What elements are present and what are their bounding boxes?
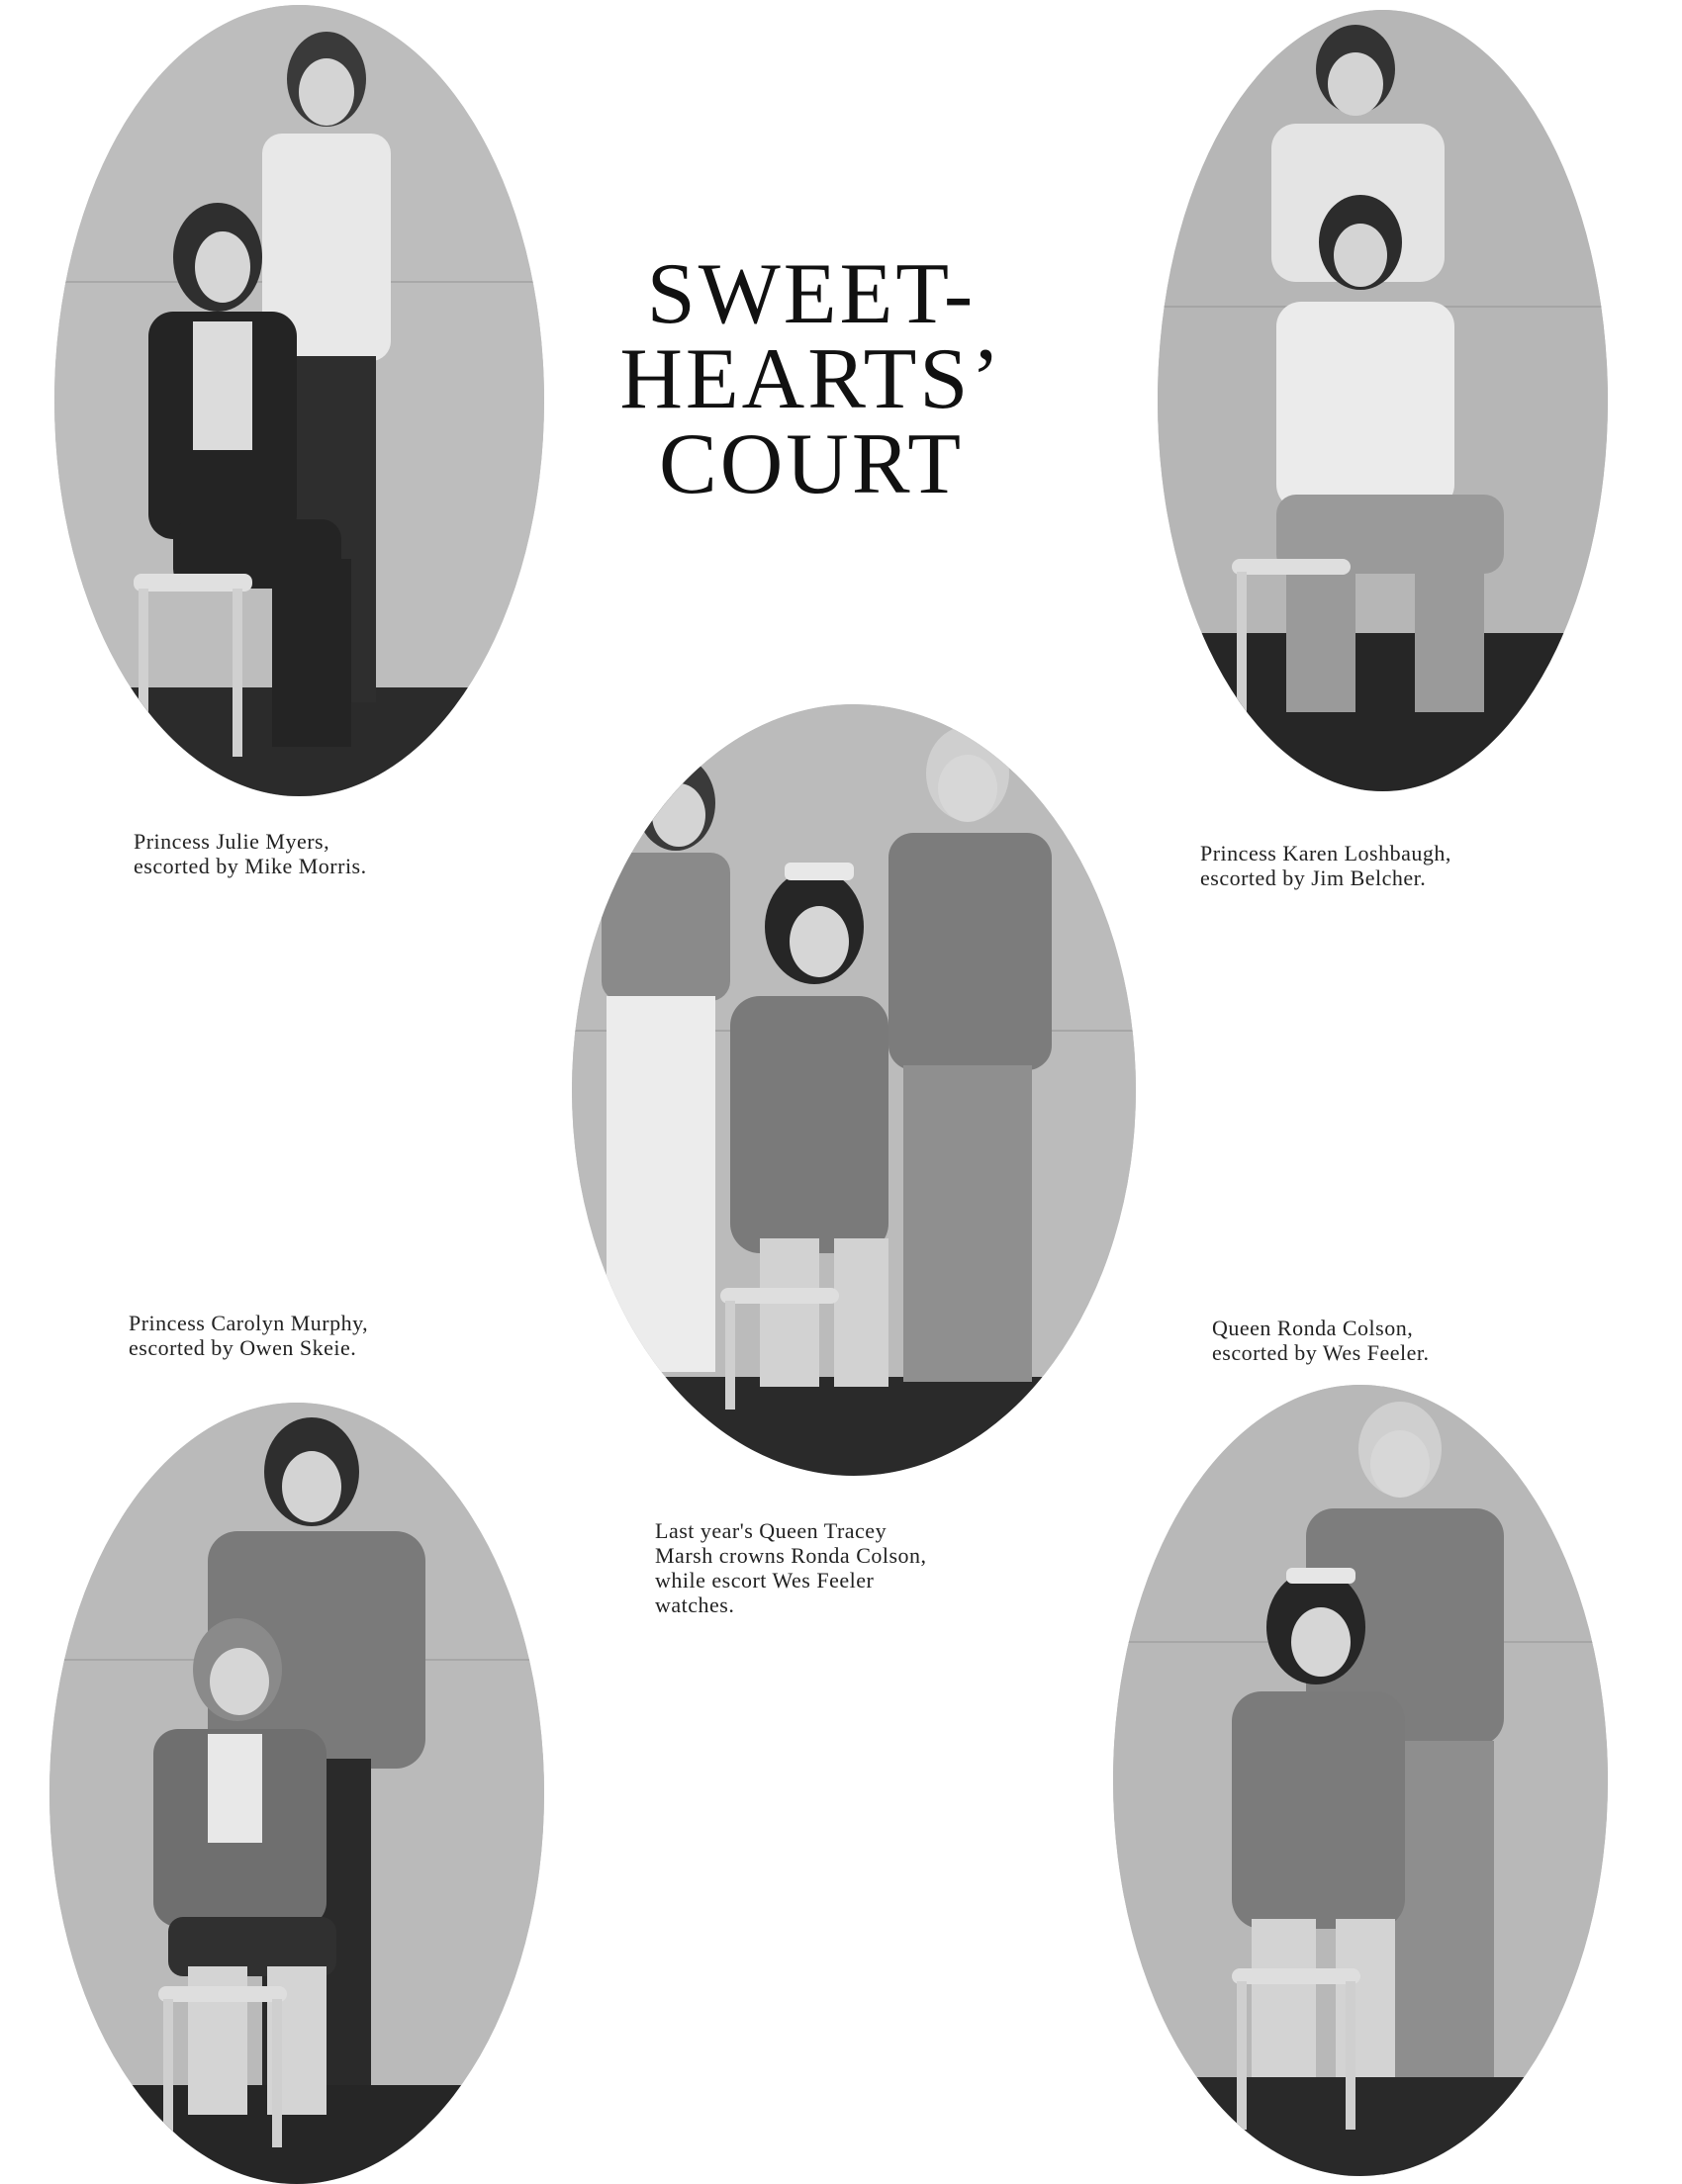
caption-karen-loshbaugh bbox=[1200, 841, 1451, 890]
photo-crowning-ronda-colson bbox=[572, 704, 1136, 1476]
title-line-3: COURT bbox=[659, 416, 964, 512]
title-line-1: SWEET- bbox=[646, 246, 977, 342]
photo-julie-myers-mike-morris bbox=[54, 5, 544, 796]
caption-carolyn-murphy bbox=[129, 1311, 368, 1360]
caption-line: watches. bbox=[655, 1592, 735, 1617]
title-line-2: HEARTS’ bbox=[619, 331, 1003, 427]
caption-line: Queen Ronda Colson, bbox=[1212, 1316, 1414, 1340]
caption-ronda-colson bbox=[1212, 1316, 1429, 1365]
photo-carolyn-murphy-owen-skeie bbox=[49, 1403, 544, 2184]
caption-line: escorted by Jim Belcher. bbox=[1200, 865, 1427, 890]
caption-line: Princess Carolyn Murphy, bbox=[129, 1311, 369, 1335]
caption-line: escorted by Wes Feeler. bbox=[1212, 1340, 1430, 1365]
caption-line: Last year's Queen Tracey bbox=[655, 1518, 888, 1543]
photo-karen-loshbaugh-jim-belcher bbox=[1158, 10, 1608, 791]
caption-line: escorted by Owen Skeie. bbox=[129, 1335, 357, 1360]
caption-line: Princess Karen Loshbaugh, bbox=[1200, 841, 1451, 865]
caption-line: escorted by Mike Morris. bbox=[134, 854, 367, 878]
caption-crowning bbox=[655, 1518, 927, 1617]
caption-line: Princess Julie Myers, bbox=[134, 829, 330, 854]
page-title bbox=[554, 246, 1069, 512]
caption-julie-myers bbox=[134, 829, 367, 878]
caption-line: while escort Wes Feeler bbox=[655, 1568, 875, 1592]
photo-ronda-colson-wes-feeler bbox=[1113, 1385, 1608, 2176]
caption-line: Marsh crowns Ronda Colson, bbox=[655, 1543, 927, 1568]
